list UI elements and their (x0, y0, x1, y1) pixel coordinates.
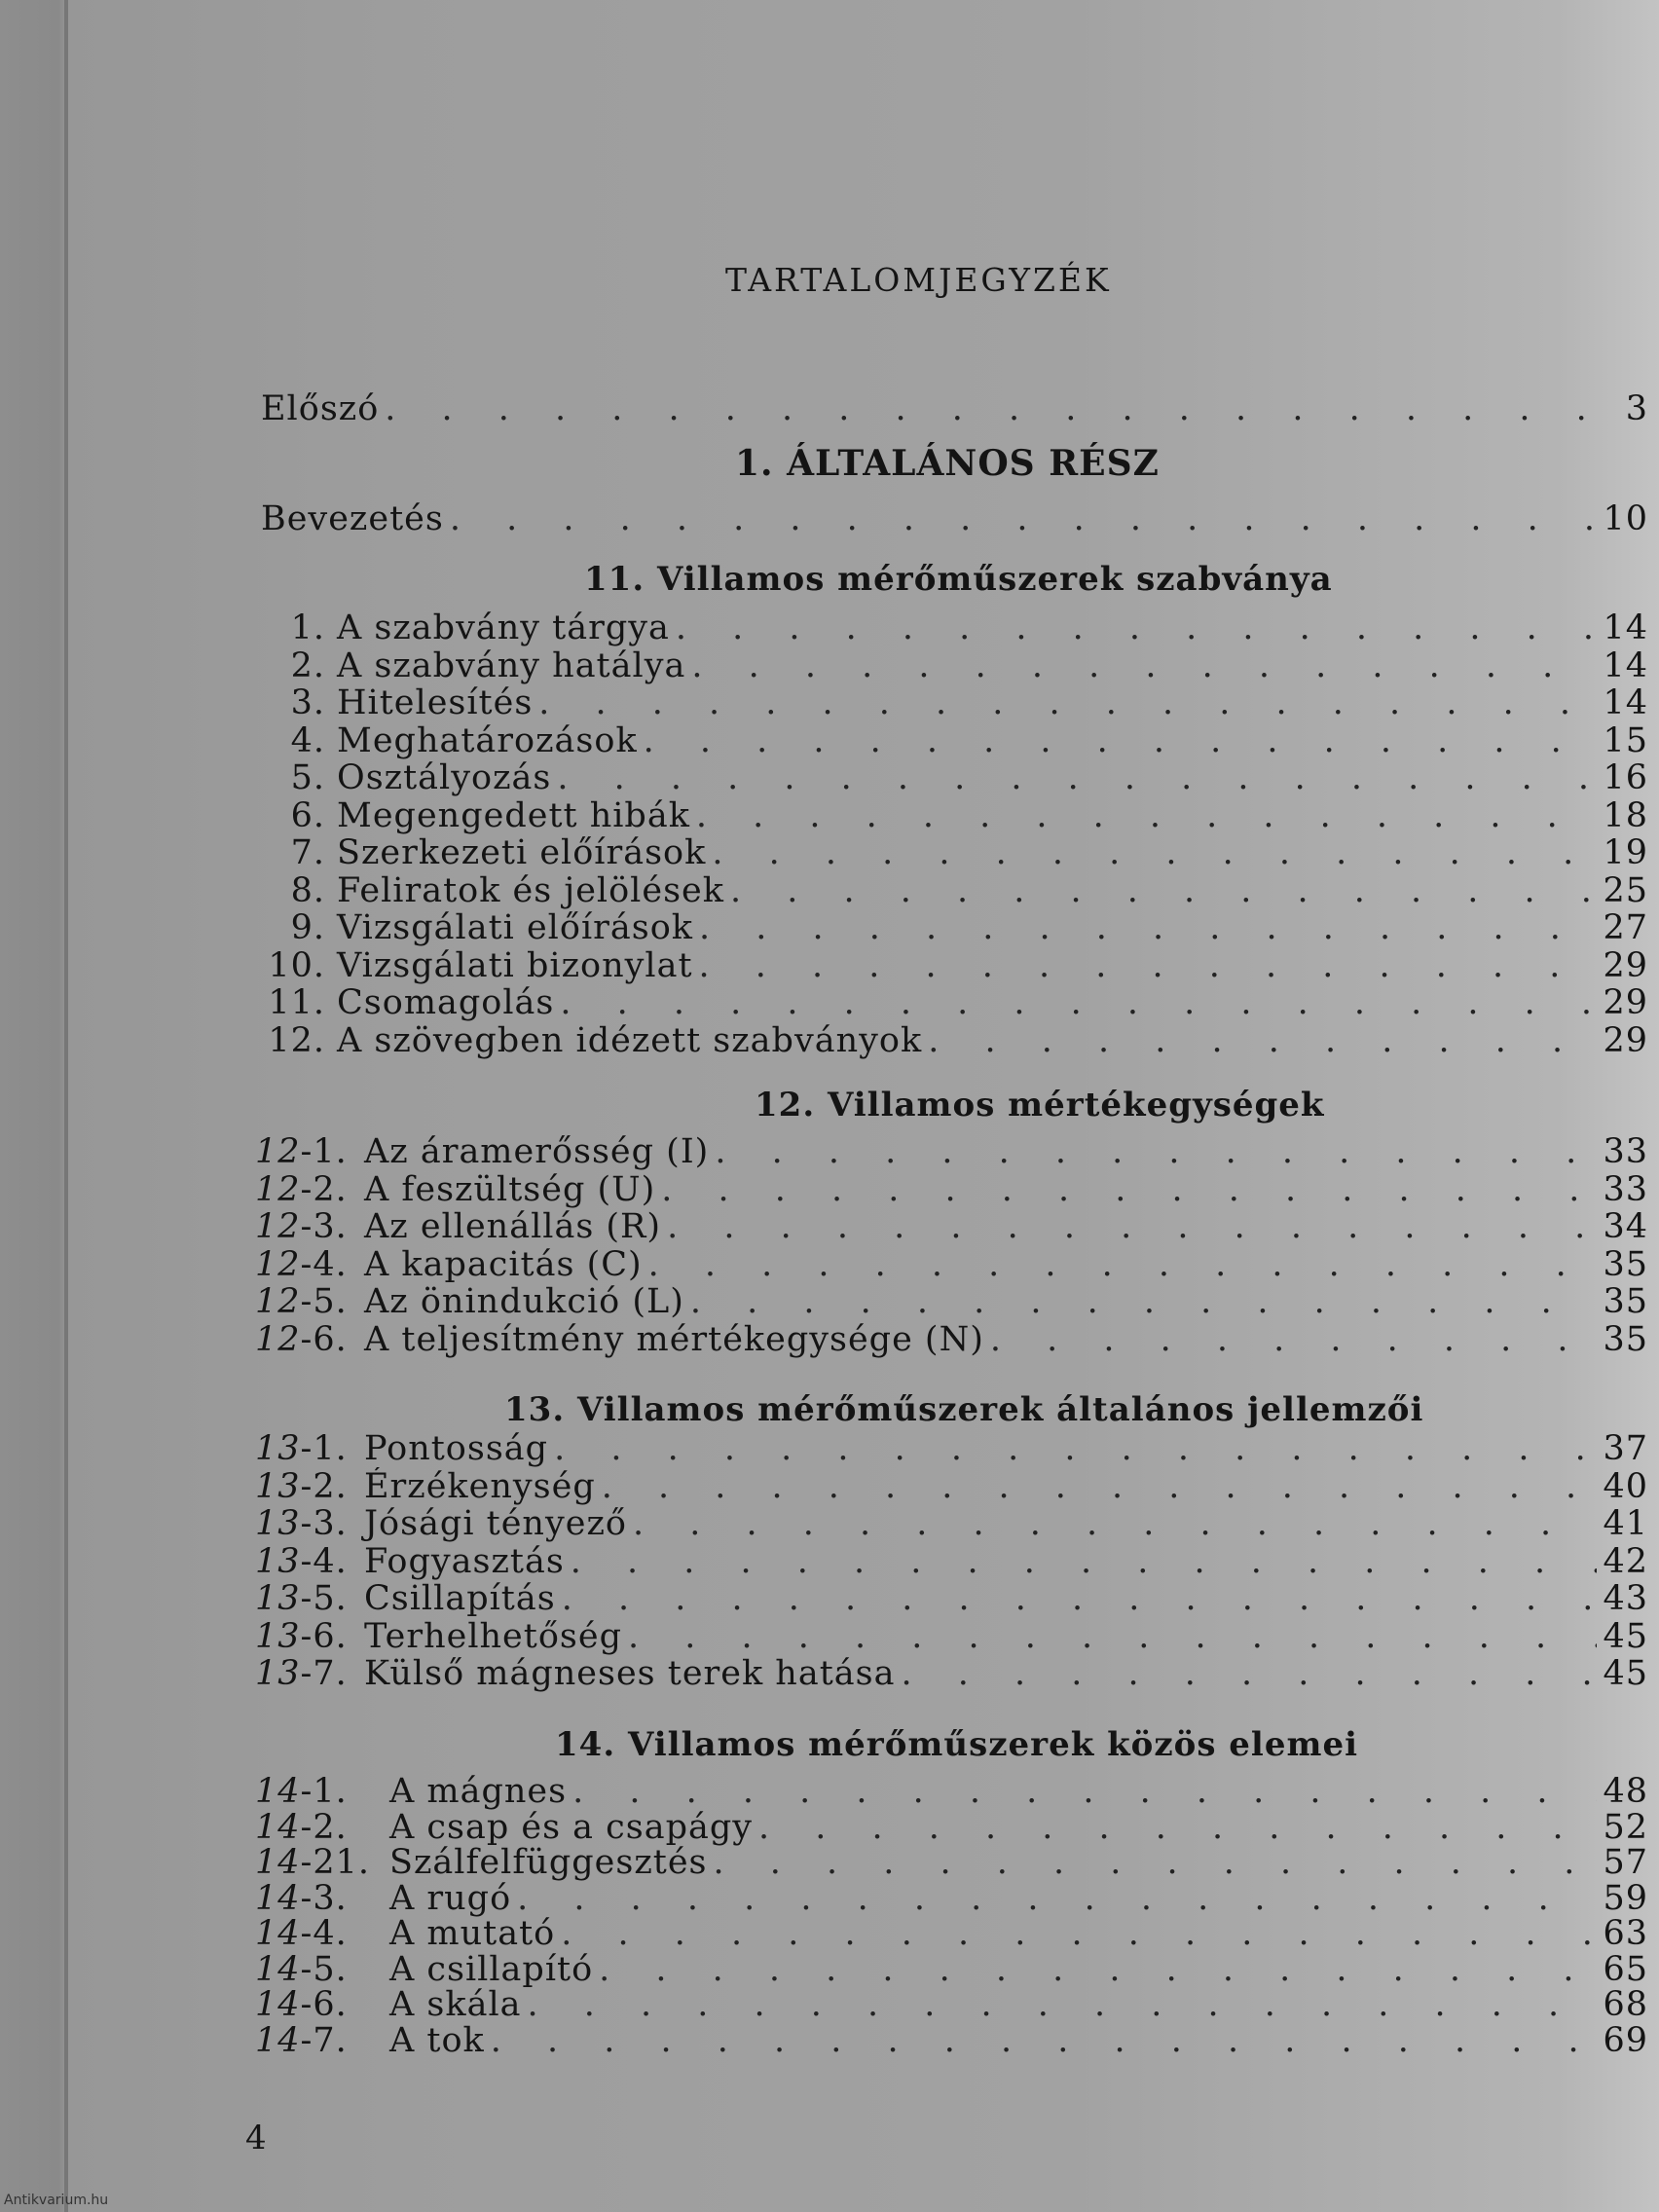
entry-page: 25 (1603, 870, 1648, 910)
leader-dots (517, 1879, 1597, 1918)
entry-label: Szálfelfüggesztés (389, 1843, 708, 1882)
entry-number (255, 1132, 352, 1171)
toc-entry (255, 646, 1648, 685)
entry-number-suffix: -6. (300, 1985, 348, 2024)
leader-dots (715, 1132, 1597, 1171)
leader-dots (691, 646, 1597, 685)
leader-dots (667, 1207, 1597, 1246)
entry-page: 27 (1603, 908, 1648, 947)
entry-page: 19 (1603, 833, 1648, 872)
entry-number (255, 1429, 352, 1468)
leader-dots (730, 871, 1597, 910)
toc-entry (255, 1772, 1648, 1811)
entry-label: Fogyasztás (364, 1541, 565, 1581)
entry-label: A mágnes (389, 1772, 568, 1811)
entry-page: 29 (1603, 1020, 1648, 1060)
entry-label: A teljesítmény mértékegysége (N) (364, 1319, 984, 1359)
entry-label: Érzékenység (364, 1466, 596, 1506)
part-title: 1. ÁLTALÁNOS RÉSZ (735, 443, 1160, 484)
entry-page: 34 (1603, 1207, 1648, 1246)
entry-page: 48 (1603, 1772, 1648, 1811)
toc-entry (255, 1985, 1648, 2024)
entry-number-suffix: 8. (290, 870, 325, 910)
entry-number-suffix: -2. (300, 1807, 348, 1847)
entry-number-suffix: 1. (290, 608, 325, 647)
entry-page: 41 (1603, 1504, 1648, 1543)
toc-entry (255, 683, 1648, 722)
toc-entry-bevezetes (261, 499, 1648, 538)
toc-entry (255, 1950, 1648, 1989)
entry-label: A szabvány hatálya (337, 645, 686, 685)
entry-label: Hitelesítés (337, 683, 534, 722)
toc-entry (255, 1021, 1648, 1060)
entry-number-suffix: -5. (300, 1949, 348, 1989)
leader-dots (928, 1021, 1597, 1060)
entry-number (255, 646, 325, 685)
leader-dots (562, 1579, 1598, 1618)
entry-number-suffix: -7. (300, 1654, 348, 1693)
leader-dots (699, 908, 1597, 947)
toc-entry (255, 1504, 1648, 1543)
entry-number-prefix: 12 (255, 1319, 301, 1359)
leader-dots (571, 1542, 1598, 1581)
watermark: Antikvarium.hu (4, 2193, 109, 2208)
leader-dots (901, 1654, 1597, 1693)
leader-dots (602, 1467, 1598, 1506)
entry-number-suffix: -2. (300, 1169, 348, 1209)
entry-number (255, 1914, 378, 1953)
entry-page: 45 (1603, 1616, 1648, 1656)
leader-dots (538, 683, 1597, 722)
leader-dots (628, 1617, 1597, 1656)
toc-entry (255, 833, 1648, 872)
entry-number-suffix: 6. (290, 795, 325, 835)
entry-number (255, 1808, 378, 1847)
entry-number-prefix: 13 (255, 1429, 301, 1468)
entry-page: 10 (1603, 499, 1648, 538)
entry-label: Jósági tényező (364, 1504, 627, 1543)
entry-number-prefix: 14 (255, 1949, 301, 1989)
entry-number (255, 1772, 378, 1811)
entry-page: 16 (1603, 758, 1648, 797)
entry-number-suffix: 7. (290, 833, 325, 872)
leader-dots (699, 946, 1598, 985)
entry-page: 45 (1603, 1654, 1648, 1693)
entry-page: 40 (1603, 1466, 1648, 1506)
toc-entry (255, 1207, 1648, 1246)
toc-entry (255, 608, 1648, 647)
entry-number-prefix: 13 (255, 1616, 301, 1656)
entry-number-suffix: 11. (268, 983, 325, 1022)
entry-page: 35 (1603, 1244, 1648, 1284)
entry-label: A szövegben idézett szabványok (337, 1020, 923, 1060)
entry-page: 14 (1603, 683, 1648, 722)
entry-number-suffix: -1. (300, 1132, 348, 1171)
entry-number-prefix: 12 (255, 1169, 301, 1209)
toc-entry (255, 1654, 1648, 1693)
entry-number-prefix: 13 (255, 1654, 301, 1693)
entry-number-suffix: -2. (300, 1466, 348, 1506)
toc-entry (255, 1467, 1648, 1506)
leader-dots (599, 1950, 1597, 1989)
entry-number-prefix: 14 (255, 1807, 301, 1847)
entry-number (255, 1504, 352, 1543)
entry-label: A feszültség (U) (364, 1169, 656, 1209)
entry-number-prefix: 14 (255, 1914, 301, 1953)
entry-number-suffix: -4. (300, 1914, 348, 1953)
toc-entry (255, 1429, 1648, 1468)
entry-number-suffix: 5. (290, 758, 325, 797)
entry-number-prefix: 13 (255, 1541, 301, 1581)
entry-label: Pontosság (364, 1429, 549, 1468)
entry-label: Előszó (261, 389, 380, 428)
entry-number (255, 1021, 325, 1060)
entry-number-suffix: -21. (300, 1843, 371, 1882)
entry-number-suffix: 10. (268, 945, 325, 985)
entry-label: Csillapítás (364, 1579, 556, 1618)
entry-number-suffix: -5. (300, 1579, 348, 1618)
toc-entry (255, 1808, 1648, 1847)
entry-number (255, 1617, 352, 1656)
entry-page: 59 (1603, 1878, 1648, 1918)
entry-number (255, 1843, 378, 1882)
section-heading: 11. Villamos mérőműszerek szabványa (584, 560, 1333, 599)
leader-dots (633, 1504, 1597, 1543)
toc-entry (255, 946, 1648, 985)
entry-label: Szerkezeti előírások (337, 833, 707, 872)
entry-number-prefix: 14 (255, 1985, 301, 2024)
entry-number-prefix: 13 (255, 1504, 301, 1543)
entry-number-suffix: -4. (300, 1541, 348, 1581)
entry-page: 33 (1603, 1169, 1648, 1209)
leader-dots (696, 796, 1598, 835)
entry-number (255, 683, 325, 722)
leader-dots (690, 1282, 1598, 1321)
entry-page: 43 (1603, 1579, 1648, 1618)
toc-entry (255, 983, 1648, 1022)
section-heading: 12. Villamos mértékegységek (755, 1086, 1325, 1124)
toc-entry-intro (261, 389, 1648, 428)
leader-dots (676, 608, 1598, 647)
entry-number-suffix: 2. (290, 645, 325, 685)
entry-label: A kapacitás (C) (364, 1244, 643, 1284)
entry-label: Bevezetés (261, 499, 444, 538)
toc-entry (255, 1245, 1648, 1284)
entry-number-suffix: -4. (300, 1244, 348, 1284)
entry-number (255, 1282, 352, 1321)
entry-number-suffix: 12. (268, 1020, 325, 1060)
entry-number-suffix: -6. (300, 1616, 348, 1656)
entry-page: 29 (1603, 945, 1648, 985)
entry-number (255, 1467, 352, 1506)
entry-page: 29 (1603, 983, 1648, 1022)
entry-label: Terhelhetőség (364, 1616, 622, 1656)
entry-number (255, 1579, 352, 1618)
entry-page: 37 (1603, 1429, 1648, 1468)
entry-page: 68 (1603, 1985, 1648, 2024)
toc-entry (255, 1320, 1648, 1359)
toc-entry (255, 2021, 1648, 2060)
leader-dots (450, 499, 1598, 538)
entry-number-prefix: 13 (255, 1466, 301, 1506)
entry-label: A rugó (389, 1878, 512, 1918)
entry-number (255, 1542, 352, 1581)
entry-number-suffix: -1. (300, 1429, 348, 1468)
entry-number (255, 871, 325, 910)
leader-dots (385, 389, 1598, 428)
entry-number (255, 1207, 352, 1246)
entry-number-prefix: 12 (255, 1132, 301, 1171)
entry-page: 14 (1603, 608, 1648, 647)
entry-label: A tok (389, 2020, 485, 2060)
leader-dots (714, 1843, 1598, 1882)
entry-number-prefix: 14 (255, 1772, 301, 1811)
entry-number (255, 758, 325, 797)
entry-number-suffix: 9. (290, 908, 325, 947)
entry-number-suffix: 3. (290, 683, 325, 722)
toc-title: TARTALOMJEGYZÉK (725, 261, 1112, 299)
leader-dots (712, 833, 1597, 872)
leader-dots (528, 1985, 1598, 2024)
entry-number-suffix: -6. (300, 1319, 348, 1359)
leader-dots (572, 1772, 1597, 1811)
entry-label: Meghatározások (337, 720, 638, 760)
entry-number (255, 1654, 352, 1693)
toc-entry (255, 1579, 1648, 1618)
page-number: 4 (245, 2119, 267, 2157)
toc-entry (255, 1542, 1648, 1581)
entry-label: Feliratok és jelölések (337, 870, 724, 910)
entry-number (255, 608, 325, 647)
toc-entry (255, 758, 1648, 797)
entry-number (255, 983, 325, 1022)
entry-number-suffix: -3. (300, 1504, 348, 1543)
entry-number (255, 796, 325, 835)
entry-number-prefix: 14 (255, 1843, 301, 1882)
entry-number-prefix: 14 (255, 2020, 301, 2060)
entry-page: 15 (1603, 720, 1648, 760)
entry-number-prefix: 13 (255, 1579, 301, 1618)
entry-number (255, 1950, 378, 1989)
page-gutter (64, 0, 68, 2212)
entry-label: A csap és a csapágy (389, 1807, 754, 1847)
entry-number (255, 833, 325, 872)
entry-number (255, 946, 325, 985)
leader-dots (758, 1808, 1597, 1847)
entry-label: Külső mágneses terek hatása (364, 1654, 896, 1693)
toc-entry (255, 1914, 1648, 1953)
toc-entry (255, 1132, 1648, 1171)
toc-entry (255, 1843, 1648, 1882)
toc-entry (255, 1617, 1648, 1656)
entry-number-suffix: -5. (300, 1282, 348, 1321)
leader-dots (990, 1320, 1598, 1359)
entry-number (255, 1170, 352, 1209)
leader-dots (560, 983, 1597, 1022)
entry-label: Osztályozás (337, 758, 552, 797)
entry-number-suffix: -3. (300, 1207, 348, 1246)
entry-number-prefix: 12 (255, 1244, 301, 1284)
leader-dots (557, 758, 1597, 797)
entry-label: A csillapító (389, 1949, 594, 1989)
toc-entry (255, 871, 1648, 910)
entry-number-suffix: 4. (290, 720, 325, 760)
toc-entry (255, 908, 1648, 947)
toc-entry (255, 1282, 1648, 1321)
section-heading: 13. Villamos mérőműszerek általános jellemzői (504, 1390, 1424, 1429)
entry-label: Az önindukció (L) (364, 1282, 684, 1321)
entry-number (255, 1985, 378, 2024)
toc-entry (255, 721, 1648, 760)
section-heading: 14. Villamos mérőműszerek közös elemei (555, 1725, 1358, 1764)
entry-label: A mutató (389, 1914, 556, 1953)
entry-page: 35 (1603, 1282, 1648, 1321)
leader-dots (644, 721, 1598, 760)
entry-page: 3 (1625, 389, 1648, 428)
entry-number-suffix: -7. (300, 2020, 348, 2060)
entry-page: 57 (1603, 1843, 1648, 1882)
entry-page: 63 (1603, 1914, 1648, 1953)
entry-number (255, 1320, 352, 1359)
entry-page: 42 (1603, 1541, 1648, 1581)
entry-label: A skála (389, 1985, 522, 2024)
entry-label: Csomagolás (337, 983, 555, 1022)
leader-dots (648, 1245, 1598, 1284)
entry-number (255, 1245, 352, 1284)
entry-label: Az áramerősség (I) (364, 1132, 710, 1171)
entry-number (255, 721, 325, 760)
entry-number (255, 1879, 378, 1918)
entry-label: Az ellenállás (R) (364, 1207, 662, 1246)
toc-entry (255, 796, 1648, 835)
entry-page: 65 (1603, 1949, 1648, 1989)
toc-entry (255, 1879, 1648, 1918)
entry-page: 52 (1603, 1807, 1648, 1847)
leader-dots (561, 1914, 1597, 1953)
entry-number-prefix: 12 (255, 1207, 301, 1246)
entry-number-suffix: -1. (300, 1772, 348, 1811)
entry-page: 35 (1603, 1319, 1648, 1359)
entry-number-prefix: 12 (255, 1282, 301, 1321)
entry-page: 69 (1603, 2020, 1648, 2060)
entry-label: Megengedett hibák (337, 795, 690, 835)
entry-number-prefix: 14 (255, 1878, 301, 1918)
entry-page: 33 (1603, 1132, 1648, 1171)
entry-label: Vizsgálati bizonylat (337, 945, 693, 985)
entry-label: A szabvány tárgya (337, 608, 670, 647)
entry-number (255, 908, 325, 947)
entry-page: 14 (1603, 645, 1648, 685)
entry-number-suffix: -3. (300, 1878, 348, 1918)
toc-entry (255, 1170, 1648, 1209)
leader-dots (554, 1429, 1597, 1468)
entry-number (255, 2021, 378, 2060)
leader-dots (661, 1170, 1597, 1209)
leader-dots (491, 2021, 1598, 2060)
entry-page: 18 (1603, 795, 1648, 835)
entry-label: Vizsgálati előírások (337, 908, 693, 947)
